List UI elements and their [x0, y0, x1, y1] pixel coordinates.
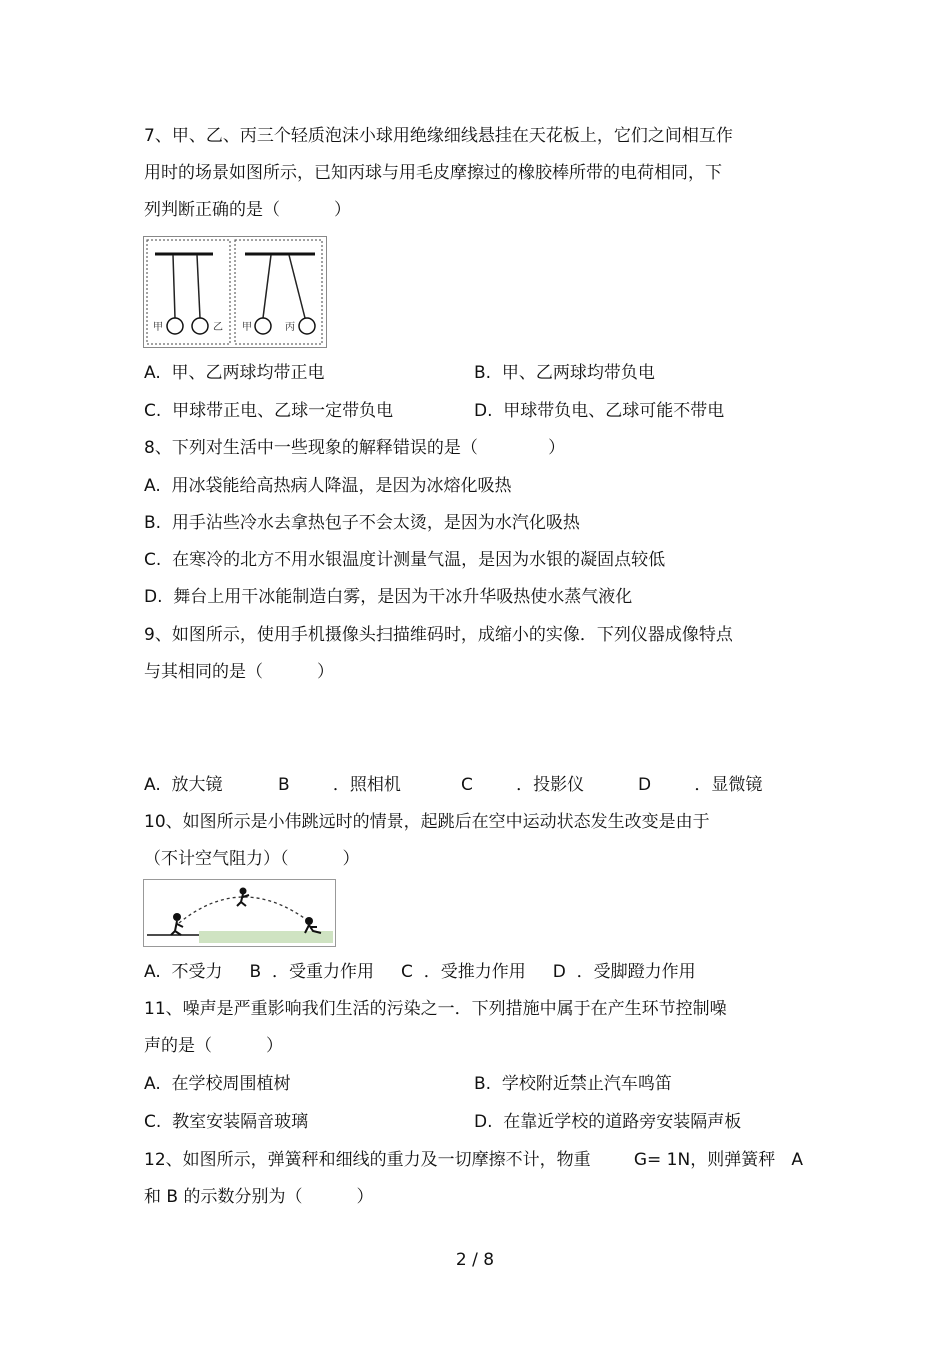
q8-option-b: B. 用手沾些冷水去拿热包子不会太烫，是因为水汽化吸热 [144, 513, 580, 533]
q9-option-d: D ．显微镜 [638, 775, 763, 795]
q11-option-a: A. 在学校周围植树 [144, 1074, 291, 1094]
q10-long-jump-figure [143, 879, 336, 947]
q10-line-1: 10、如图所示是小伟跳远时的情景，起跳后在空中运动状态发生改变是由于 [144, 812, 710, 832]
q12-line-2: 和 B 的示数分别为（ ） [144, 1187, 374, 1207]
q9-line-1: 9、如图所示，使用手机摄像头扫描维码时，成缩小的实像．下列仪器成像特点 [144, 625, 733, 645]
fig-label-1: 甲 [153, 322, 163, 333]
q7-option-c: C. 甲球带正电、乙球一定带负电 [144, 401, 394, 421]
q8-option-c: C. 在寒冷的北方不用水银温度计测量气温，是因为水银的凝固点较低 [144, 550, 666, 570]
q9-option-b: B ．照相机 [278, 775, 401, 795]
fig-label-2: 乙 [213, 322, 223, 333]
q9-option-a: A. 放大镜 [144, 775, 223, 795]
page-number: 2 / 8 [455, 1250, 495, 1270]
fig-label-4: 丙 [285, 322, 295, 333]
q9-line-2: 与其相同的是（ ） [144, 662, 335, 682]
q11-line-1: 11、噪声是严重影响我们生活的污染之一．下列措施中属于在产生环节控制噪 [144, 999, 727, 1019]
q11-line-2: 声的是（ ） [144, 1036, 284, 1056]
fig-label-3: 甲 [242, 322, 252, 333]
q10-options: A. 不受力 B ．受重力作用 C ．受推力作用 D ．受脚蹬力作用 [144, 962, 696, 982]
q8-line-1: 8、下列对生活中一些现象的解释错误的是（ ） [144, 438, 566, 458]
q7-option-a: A. 甲、乙两球均带正电 [144, 363, 325, 383]
q8-option-a: A. 用冰袋能给高热病人降温，是因为冰熔化吸热 [144, 476, 512, 496]
q7-line-1: 7、甲、乙、丙三个轻质泡沫小球用绝缘细线悬挂在天花板上，它们之间相互作 [144, 126, 733, 146]
q11-option-b: B. 学校附近禁止汽车鸣笛 [474, 1074, 672, 1094]
q7-pendulum-figure [143, 236, 327, 348]
q12-line-1: 12、如图所示，弹簧秤和细线的重力及一切摩擦不计，物重 G= 1N，则弹簧秤 A [144, 1150, 804, 1170]
q8-option-d: D. 舞台上用干冰能制造白雾，是因为干冰升华吸热使水蒸气液化 [144, 587, 633, 607]
sand-pit [199, 931, 333, 943]
q7-option-d: D. 甲球带负电、乙球可能不带电 [474, 401, 725, 421]
q7-option-b: B. 甲、乙两球均带负电 [474, 363, 655, 383]
q7-line-3: 列判断正确的是（ ） [144, 200, 352, 220]
q11-option-d: D. 在靠近学校的道路旁安装隔声板 [474, 1112, 742, 1132]
q9-option-c: C ．投影仪 [461, 775, 585, 795]
q7-line-2: 用时的场景如图所示，已知丙球与用毛皮摩擦过的橡胶棒所带的电荷相同，下 [144, 163, 722, 183]
q11-option-c: C. 教室安装隔音玻璃 [144, 1112, 309, 1132]
q10-line-2: （不计空气阻力）（ ） [144, 849, 360, 869]
